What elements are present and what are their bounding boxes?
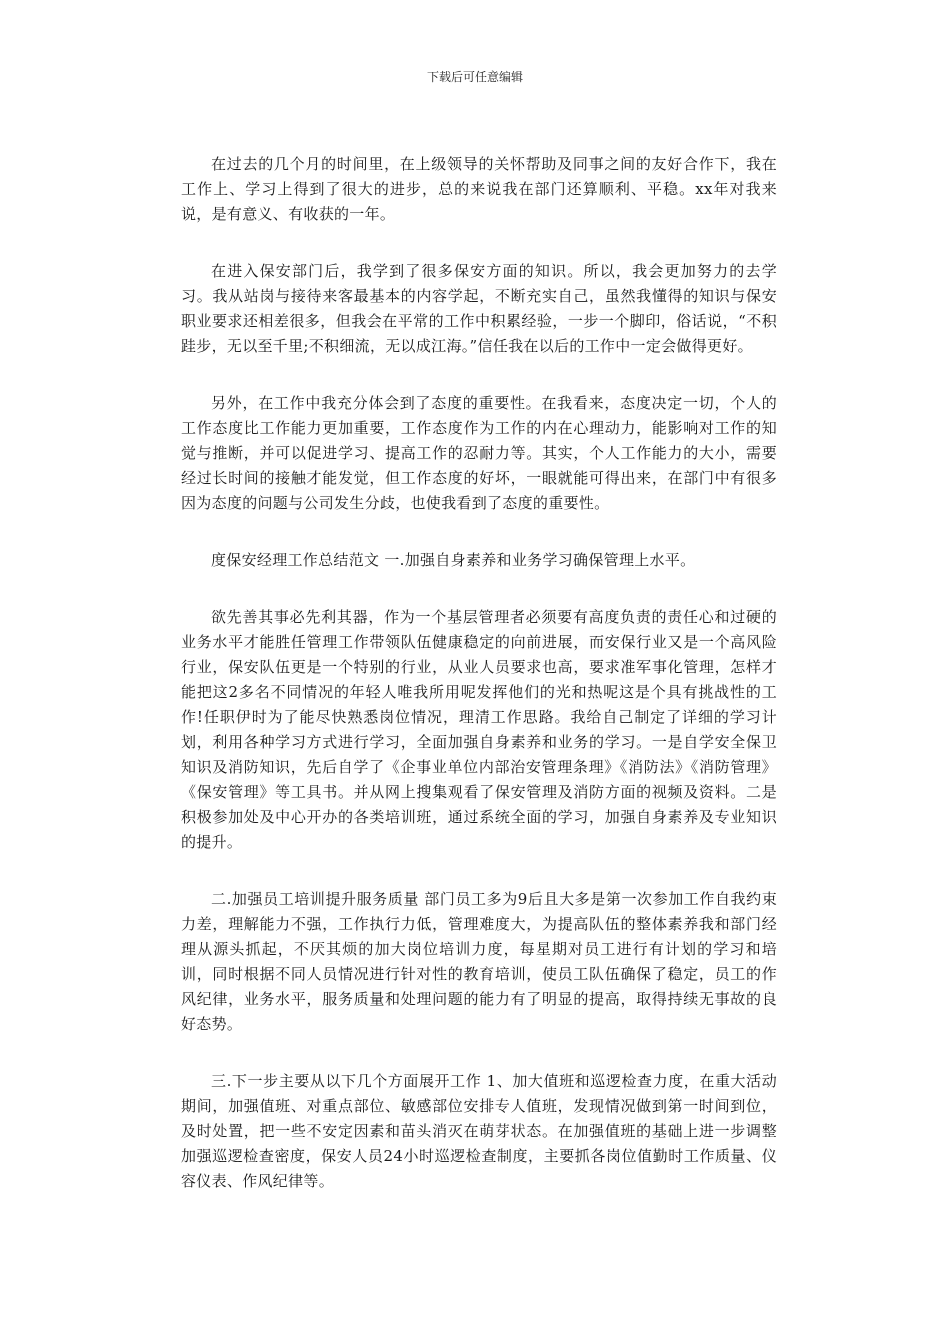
paragraph-4: 欲先善其事必先利其器，作为一个基层管理者必须要有高度负责的责任心和过硬的业务水平才能胜任管理工作带领队伍健康稳定的向前进展，而安保行业又是一个高风险行业，保安队伍更是一个特别的行业，从业人员要求也高，要求准军事化管理，怎样才能把这2多名不同情况的年轻人唯我所用呢发挥他们的光和热呢这是个具有挑战性的工作!任职伊时为了能尽快熟悉岗位情况，理清工作思路。我给自己制定了详细的学习计划，利用各种学习方式进行学习，全面加强自身素养和业务的学习。一是自学安全保卫知识及消防知识，先后自学了《企事业单位内部治安管理条理》《消防法》《消防管理》《保安管理》等工具书。并从网上搜集观看了保安管理及消防方面的视频及资料。二是积极参加处及中心开办的各类培训班，通过系统全面的学习，加强自身素养及专业知识的提升。: [181, 608, 777, 851]
document-body: [181, 152, 777, 1226]
paragraph-1: 在过去的几个月的时间里，在上级领导的关怀帮助及同事之间的友好合作下，我在工作上、学习上得到了很大的进步，总的来说我在部门还算顺利、平稳。xx年对我来说，是有意义、有收获的一年。: [181, 155, 777, 223]
paragraph-3: 另外，在工作中我充分体会到了态度的重要性。在我看来，态度决定一切，个人的工作态度比工作能力更加重要，工作态度作为工作的内在心理动力，能影响对工作的知觉与推断，并可以促进学习、提高工作的忍耐力等。其实，个人工作能力的大小，需要经过长时间的接触才能发觉，但工作态度的好坏，一眼就能可得出来，在部门中有很多因为态度的问题与公司发生分歧，也使我看到了态度的重要性。: [181, 394, 777, 512]
page-header: 下载后可任意编辑: [426, 70, 523, 84]
section-heading-1: 度保安经理工作总结范文 一.加强自身素养和业务学习确保管理上水平。: [211, 551, 696, 569]
paragraph-6: 三.下一步主要从以下几个方面展开工作 1、加大值班和巡逻检查力度，在重大活动期间，加强值班、对重点部位、敏感部位安排专人值班，发现情况做到第一时间到位，及时处置，把一些不安定因素和苗头消灭在萌芽状态。在加强值班的基础上进一步调整加强巡逻检查密度，保安人员24小时巡逻检查制度，主要抓各岗位值勤时工作质量、仪容仪表、作风纪律等。: [181, 1072, 777, 1190]
paragraph-2: 在进入保安部门后，我学到了很多保安方面的知识。所以，我会更加努力的去学习。我从站岗与接待来客最基本的内容学起，不断充实自己，虽然我懂得的知识与保安职业要求还相差很多，但我会在平常的工作中积累经验，一步一个脚印，俗话说，“不积跬步，无以至千里;不积细流，无以成江海。”信任我在以后的工作中一定会做得更好。: [181, 262, 777, 355]
paragraph-5: 二.加强员工培训提升服务质量 部门员工多为9后且大多是第一次参加工作自我约束力差，理解能力不强，工作执行力低，管理难度大，为提高队伍的整体素养我和部门经理从源头抓起，不厌其烦的加大岗位培训力度，每星期对员工进行有计划的学习和培训，同时根据不同人员情况进行针对性的教育培训，使员工队伍确保了稳定，员工的作风纪律，业务水平，服务质量和处理问题的能力有了明显的提高，取得持续无事故的良好态势。: [181, 890, 777, 1033]
